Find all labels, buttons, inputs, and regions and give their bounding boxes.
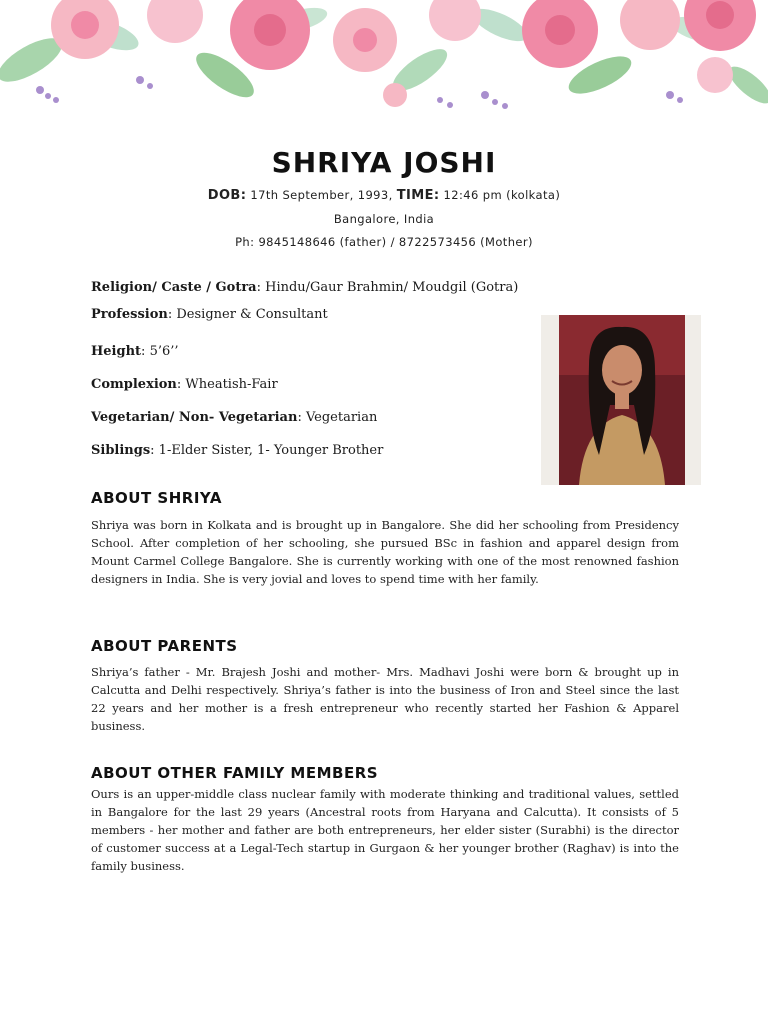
fact-label: Profession [91,307,168,322]
fact-label: Height [91,344,142,359]
fact-value: 5’6’’ [149,344,179,359]
about-parents-text: Shriya’s father - Mr. Brajesh Joshi and mother- Mrs. Madhavi Joshi were born & brought up in Calcutta and Delhi respectively. Shriya’s father is into the business of Iron and Steel since the last 22 years and her mother is a fresh entrepreneur who recently started her Fashion & Apparel business. [91,665,679,733]
fact-diet: Vegetarian/ Non- Vegetarian: Vegetarian [91,410,378,425]
fact-value: Wheatish-Fair [185,377,278,392]
fact-complexion: Complexion: Wheatish-Fair [91,377,278,392]
about-family-text: Ours is an upper-middle class nuclear family with moderate thinking and traditional values, settled in Bangalore for the last 29 years (Ancestral roots from Haryana and Calcutta). It consists of 5 members - her mother and father are both entrepreneurs, her elder sister (Surabhi) is the director of customer success at a Legal-Tech startup in Gurgaon & her younger brother (Raghav) is into the family business. [91,787,679,873]
birth-details [0,188,768,203]
fact-religion: Religion/ Caste / Gotra: Hindu/Gaur Brahmin/ Moudgil (Gotra) [91,280,519,295]
fact-value: 1-Elder Sister, 1- Younger Brother [158,443,384,458]
dob-value: 17th September, 1993, [250,188,393,202]
profile-photo [541,315,701,485]
time-label: TIME: [396,188,440,203]
flowers [51,0,756,107]
fact-label: Siblings [91,443,151,458]
fact-height: Height: 5’6’’ [91,344,179,359]
portrait-image [559,315,685,485]
page-title: SHRIYA JOSHI [271,146,497,179]
fact-label: Complexion [91,377,177,392]
phone-numbers: Ph: 9845148646 (father) / 8722573456 (Mother) [235,235,533,249]
fact-value: Designer & Consultant [176,307,328,322]
time-value: 12:46 pm (kolkata) [443,188,561,202]
location: Bangalore, India [333,212,435,226]
about-family-heading: ABOUT OTHER FAMILY MEMBERS [91,764,379,782]
fact-label: Vegetarian/ Non- Vegetarian [91,410,298,425]
fact-value: Vegetarian [305,410,378,425]
fact-profession: Profession: Designer & Consultant [91,307,328,322]
floral-header-decoration [0,0,768,140]
about-shriya-text: Shriya was born in Kolkata and is brought up in Bangalore. She did her schooling from Presidency School. After completion of her schooling, she pursued BSc in fashion and apparel design from Mount Carmel College Bangalore. She is currently working with one of the most renowned fashion designers in India. She is very jovial and loves to spend time with her family. [91,518,679,586]
dob-label: DOB: [207,188,247,203]
about-parents-heading: ABOUT PARENTS [91,637,238,655]
fact-value: Hindu/Gaur Brahmin/ Moudgil (Gotra) [265,280,519,295]
fact-siblings: Siblings: 1-Elder Sister, 1- Younger Brother [91,443,384,458]
about-shriya-heading: ABOUT SHRIYA [91,489,222,507]
fact-label: Religion/ Caste / Gotra [91,280,257,295]
